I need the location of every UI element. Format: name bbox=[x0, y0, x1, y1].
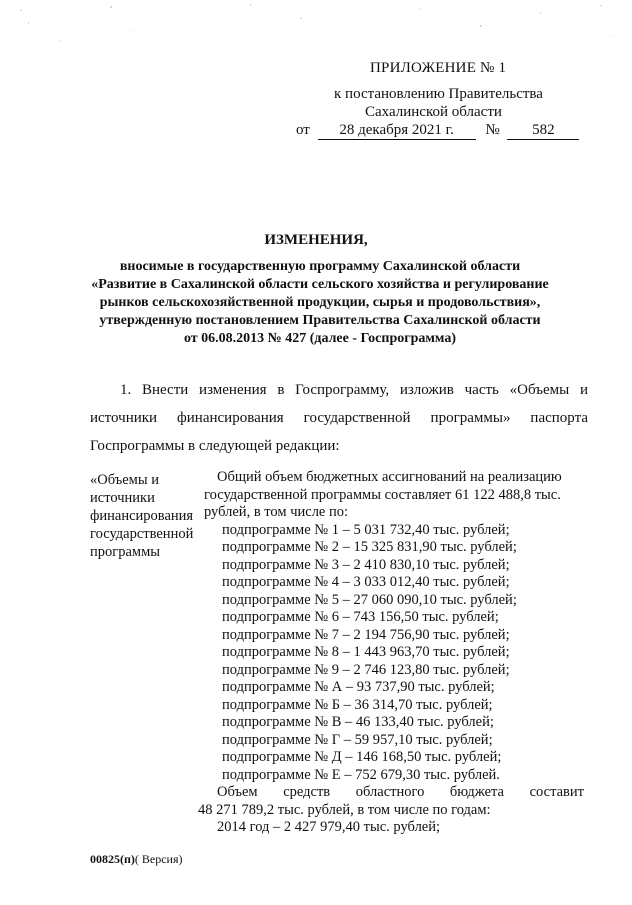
subprogram-item: подпрограмме № 2 – 15 325 831,90 тыс. рублей; bbox=[222, 539, 517, 555]
year-allocation: 2014 год – 2 427 979,40 тыс. рублей; bbox=[217, 819, 441, 835]
left-column-line: источники bbox=[90, 490, 155, 506]
subheading-line: утвержденную постановлением Правительства Сахалинской области bbox=[99, 313, 541, 328]
paragraph-line: 1. Внести изменения в Госпрограмму, изложив часть «Объемы и bbox=[120, 382, 588, 398]
regional-budget-total: 48 271 789,2 тыс. рублей, в том числе по годам: bbox=[198, 801, 491, 818]
appendix-region-label: Сахалинской области bbox=[365, 104, 502, 120]
intro-line: государственной программы составляет 61 122 488,8 тыс. bbox=[204, 486, 561, 503]
subheading-line: «Развитие в Сахалинской области сельского хозяйства и регулирование bbox=[91, 277, 549, 292]
subprogram-item: подпрограмме № 6 – 743 156,50 тыс. рублей; bbox=[222, 609, 499, 625]
subprogram-item: подпрограмме № 5 – 27 060 090,10 тыс. рублей; bbox=[222, 591, 517, 608]
subprogram-item: подпрограмме № 4 – 3 033 012,40 тыс. рублей; bbox=[222, 574, 510, 590]
subheading-line: рынков сельскохозяйственной продукции, сырья и продовольствия», bbox=[99, 295, 541, 310]
scan-noise-texture bbox=[0, 0, 632, 60]
document-subheading bbox=[60, 258, 580, 348]
subprogram-item: подпрограмме № Г – 59 957,10 тыс. рублей; bbox=[222, 731, 493, 748]
table-left-column bbox=[90, 471, 206, 561]
paragraph-line: Госпрограммы в следующей редакции: bbox=[90, 438, 340, 454]
left-column-line: финансирования bbox=[90, 508, 194, 524]
left-column-line: государственной bbox=[90, 526, 194, 542]
document-footer bbox=[90, 852, 183, 867]
subprogram-item: подпрограмме № Е – 752 679,30 тыс. рублей. bbox=[222, 766, 500, 783]
left-column-line: программы bbox=[90, 544, 160, 560]
from-label: от bbox=[296, 122, 310, 138]
subprogram-item: подпрограмме № Д – 146 168,50 тыс. рублей; bbox=[222, 749, 502, 765]
intro-line: Общий объем бюджетных ассигнований на реализацию bbox=[217, 469, 562, 485]
regional-budget-line: Объем средств областного бюджета составит bbox=[217, 784, 584, 800]
subheading-line: вносимые в государственную программу Сахалинской области bbox=[119, 259, 521, 274]
paragraph-line: источники финансирования государственной программы» паспорта bbox=[90, 410, 588, 426]
subprogram-item: подпрограмме № А – 93 737,90 тыс. рублей; bbox=[222, 679, 495, 695]
subprogram-item: подпрограмме № 8 – 1 443 963,70 тыс. рублей; bbox=[222, 644, 510, 660]
subprogram-item: подпрограмме № Б – 36 314,70 тыс. рублей; bbox=[222, 696, 493, 713]
appendix-title: ПРИЛОЖЕНИЕ № 1 bbox=[370, 60, 507, 76]
subprogram-item: подпрограмме № 3 – 2 410 830,10 тыс. рублей; bbox=[222, 556, 510, 573]
intro-line: рублей, в том числе по: bbox=[204, 504, 349, 520]
document-version: ( Версия) bbox=[134, 852, 183, 866]
subprogram-item: подпрограмме № 7 – 2 194 756,90 тыс. рублей; bbox=[222, 626, 510, 643]
number-sign: № bbox=[485, 122, 500, 138]
left-column-line: «Объемы и bbox=[90, 472, 159, 488]
appendix-resolution-label: к постановлению Правительства bbox=[334, 86, 543, 102]
document-heading: ИЗМЕНЕНИЯ, bbox=[264, 232, 368, 248]
subprogram-item: подпрограмме № В – 46 133,40 тыс. рублей; bbox=[222, 714, 494, 730]
resolution-number: 582 bbox=[507, 122, 579, 140]
table-right-column bbox=[198, 469, 584, 837]
resolution-date: 28 декабря 2021 г. bbox=[318, 122, 476, 140]
document-code: 00825(п) bbox=[90, 852, 135, 866]
appendix-date-row bbox=[296, 122, 596, 140]
subprogram-item: подпрограмме № 1 – 5 031 732,40 тыс. рублей; bbox=[222, 521, 510, 538]
subheading-line: от 06.08.2013 № 427 (далее - Госпрограмма) bbox=[183, 331, 457, 346]
subprogram-item: подпрограмме № 9 – 2 746 123,80 тыс. рублей; bbox=[222, 661, 510, 678]
